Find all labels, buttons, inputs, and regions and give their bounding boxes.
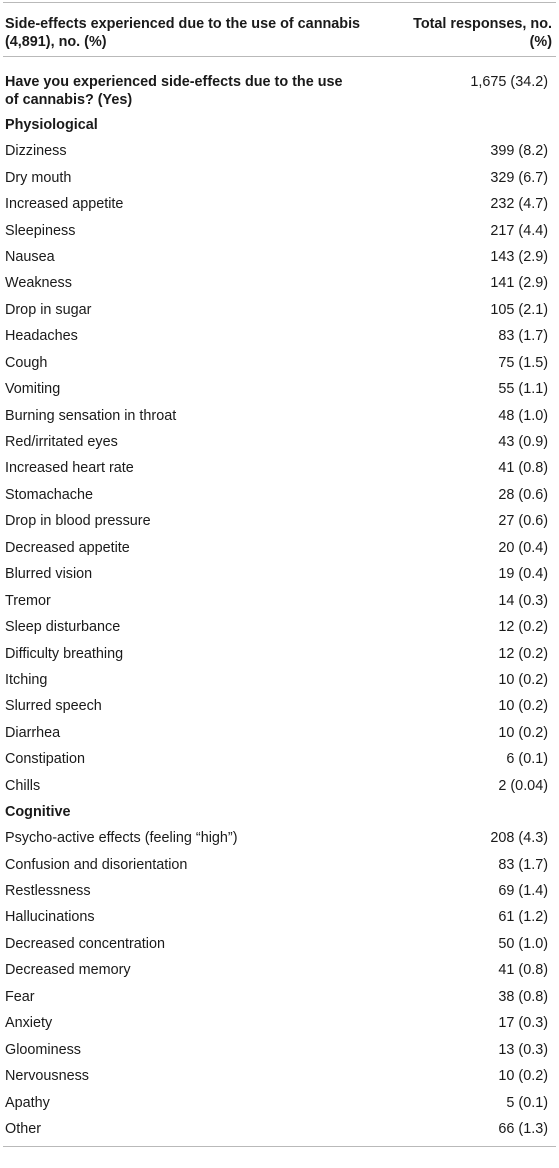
row-value: 83 (1.7) <box>498 328 548 345</box>
row-label: Apathy <box>5 1094 50 1111</box>
table-row <box>3 693 556 719</box>
table-row <box>3 640 556 666</box>
row-value: 27 (0.6) <box>498 513 548 530</box>
row-label: Weakness <box>5 275 72 292</box>
row-value: 141 (2.9) <box>490 275 548 292</box>
row-label: Constipation <box>5 751 85 768</box>
table-header <box>3 3 556 57</box>
row-label: Stomachache <box>5 486 93 503</box>
table-row <box>3 323 556 349</box>
table-row <box>3 904 556 930</box>
question-label: Have you experienced side-effects due to the use of cannabis? (Yes) <box>5 74 343 108</box>
table-row <box>3 851 556 877</box>
table-row <box>3 746 556 772</box>
table-row <box>3 587 556 613</box>
table-row <box>3 825 556 851</box>
row-label: Sleepiness <box>5 222 76 239</box>
row-value: 43 (0.9) <box>498 434 548 451</box>
row-value: 10 (0.2) <box>498 724 548 741</box>
row-value: 14 (0.3) <box>498 592 548 609</box>
row-label: Drop in blood pressure <box>5 513 151 530</box>
row-label: Sleep disturbance <box>5 619 121 636</box>
row-value: 61 (1.2) <box>498 909 548 926</box>
row-value: 55 (1.1) <box>498 381 548 398</box>
row-label: Burning sensation in throat <box>5 407 177 424</box>
table-row <box>3 164 556 190</box>
row-value: 66 (1.3) <box>498 1120 548 1137</box>
table-row <box>3 455 556 481</box>
row-value: 50 (1.0) <box>498 935 548 952</box>
table-row <box>3 1010 556 1036</box>
table-row <box>3 535 556 561</box>
table-row <box>3 1036 556 1062</box>
header-col-side-effects: Side-effects experienced due to the use of cannabis (4,891), no. (%) <box>5 16 361 50</box>
row-value: 2 (0.04) <box>498 777 548 794</box>
table-row <box>3 429 556 455</box>
row-value: 5 (0.1) <box>506 1094 548 1111</box>
row-value: 20 (0.4) <box>498 539 548 556</box>
row-value: 217 (4.4) <box>490 222 548 239</box>
row-label: Nervousness <box>5 1068 89 1085</box>
row-value: 208 (4.3) <box>490 830 548 847</box>
table-row <box>3 878 556 904</box>
row-label: Increased heart rate <box>5 460 134 477</box>
row-value: 12 (0.2) <box>498 645 548 662</box>
row-value: 10 (0.2) <box>498 671 548 688</box>
row-value: 41 (0.8) <box>498 460 548 477</box>
table-row <box>3 984 556 1010</box>
table-row <box>3 376 556 402</box>
row-label: Cough <box>5 354 48 371</box>
row-value: 12 (0.2) <box>498 619 548 636</box>
row-label: Red/irritated eyes <box>5 434 118 451</box>
row-label: Restlessness <box>5 883 91 900</box>
row-value: 232 (4.7) <box>490 196 548 213</box>
table-row <box>3 297 556 323</box>
row-value: 41 (0.8) <box>498 962 548 979</box>
table-row <box>3 931 556 957</box>
row-value: 75 (1.5) <box>498 354 548 371</box>
table-row <box>3 1116 556 1142</box>
row-label: Increased appetite <box>5 196 124 213</box>
table-row <box>3 350 556 376</box>
row-value: 28 (0.6) <box>498 486 548 503</box>
header-col-total-responses: Total responses, no. (%) <box>413 16 552 50</box>
table-row <box>3 270 556 296</box>
table-row <box>3 217 556 243</box>
table-row <box>3 1063 556 1089</box>
table-row <box>3 482 556 508</box>
row-value: 69 (1.4) <box>498 883 548 900</box>
row-value: 329 (6.7) <box>490 169 548 186</box>
cognitive-rows <box>3 825 556 1142</box>
table-row <box>3 614 556 640</box>
row-label: Hallucinations <box>5 909 95 926</box>
table-row <box>3 773 556 799</box>
row-value: 10 (0.2) <box>498 698 548 715</box>
row-value: 13 (0.3) <box>498 1041 548 1058</box>
row-label: Anxiety <box>5 1015 53 1032</box>
row-label: Headaches <box>5 328 78 345</box>
row-label: Vomiting <box>5 381 61 398</box>
row-label: Blurred vision <box>5 566 93 583</box>
table-row <box>3 244 556 270</box>
row-value: 6 (0.1) <box>506 751 548 768</box>
row-label: Dry mouth <box>5 169 72 186</box>
side-effects-table <box>3 2 556 1147</box>
row-value: 19 (0.4) <box>498 566 548 583</box>
row-label: Dizziness <box>5 143 67 160</box>
row-value: 38 (0.8) <box>498 988 548 1005</box>
row-value: 399 (8.2) <box>490 143 548 160</box>
row-value: 48 (1.0) <box>498 407 548 424</box>
table-row <box>3 402 556 428</box>
table-row <box>3 1089 556 1115</box>
section-physiological: Physiological <box>5 117 98 133</box>
row-label: Confusion and disorientation <box>5 856 188 873</box>
row-label: Difficulty breathing <box>5 645 124 662</box>
row-label: Tremor <box>5 592 51 609</box>
table-row <box>3 957 556 983</box>
row-value: 17 (0.3) <box>498 1015 548 1032</box>
row-label: Gloominess <box>5 1041 81 1058</box>
question-value: 1,675 (34.2) <box>470 74 548 90</box>
physiological-rows <box>3 138 556 799</box>
table-row <box>3 720 556 746</box>
table-row <box>3 138 556 164</box>
row-label: Decreased appetite <box>5 539 130 556</box>
row-label: Decreased concentration <box>5 935 165 952</box>
row-value: 10 (0.2) <box>498 1068 548 1085</box>
row-value: 83 (1.7) <box>498 856 548 873</box>
row-value: 143 (2.9) <box>490 248 548 265</box>
row-label: Diarrhea <box>5 724 61 741</box>
row-label: Chills <box>5 777 41 794</box>
row-label: Decreased memory <box>5 962 131 979</box>
section-cognitive: Cognitive <box>5 803 71 820</box>
row-label: Nausea <box>5 248 55 265</box>
question-row <box>3 65 556 112</box>
table-row <box>3 191 556 217</box>
row-label: Itching <box>5 671 48 688</box>
row-label: Fear <box>5 988 35 1005</box>
table-row <box>3 667 556 693</box>
row-label: Slurred speech <box>5 698 102 715</box>
table-row <box>3 508 556 534</box>
row-label: Psycho-active effects (feeling “high”) <box>5 830 238 847</box>
row-label: Other <box>5 1120 41 1137</box>
row-value: 105 (2.1) <box>490 301 548 318</box>
row-label: Drop in sugar <box>5 301 92 318</box>
table-row <box>3 561 556 587</box>
